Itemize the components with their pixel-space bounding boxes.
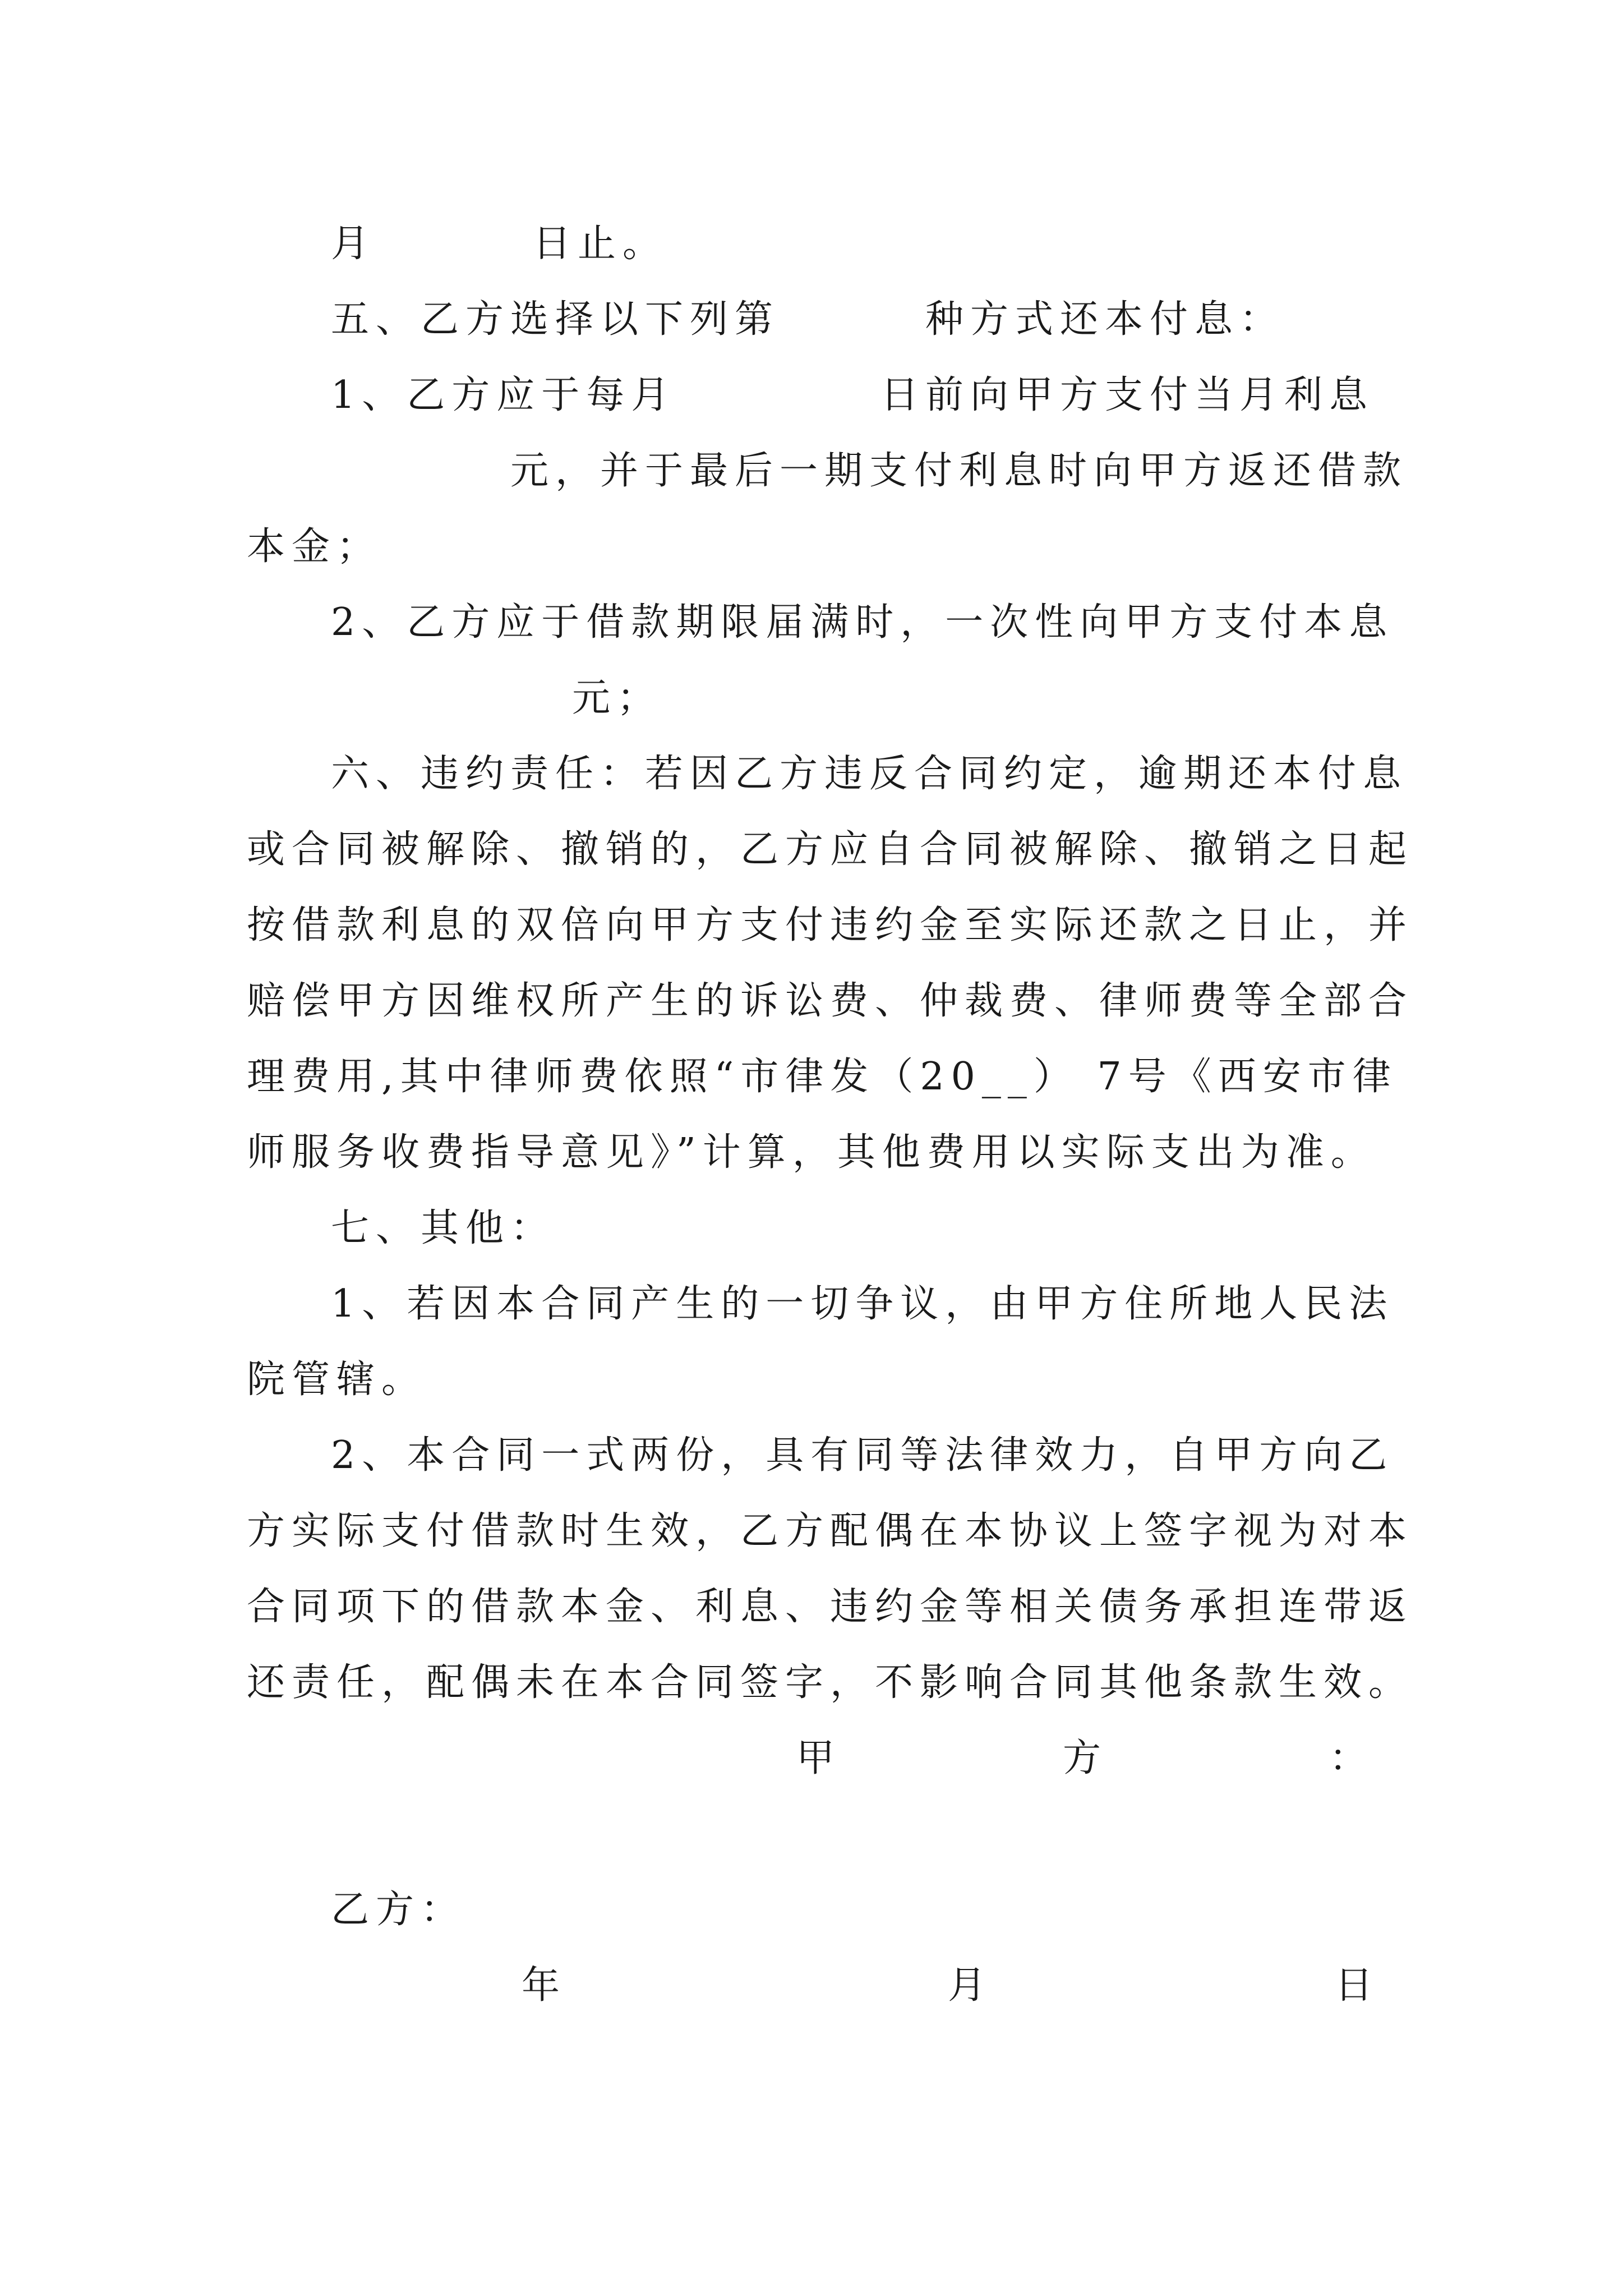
text-line: 按借款利息的双倍向甲方支付违约金至实际还款之日止，并 <box>247 903 1414 947</box>
signature-date <box>0 1958 1623 2014</box>
text-line: 合同项下的借款本金、利息、违约金等相关债务承担连带返 <box>247 1585 1414 1629</box>
text-line: 元，并于最后一期支付利息时向甲方返还借款 <box>510 449 1408 493</box>
clause-7-item-2: 2、本合同一式两份，具有同等法律效力，自甲方向乙 <box>331 1433 1394 1478</box>
text-line: 理费用,其中律师费依照“市律发（20__） 7号《西安市律 <box>247 1055 1398 1099</box>
text-line: 方实际支付借款时生效，乙方配偶在本协议上签字视为对本 <box>247 1509 1414 1553</box>
date-day-label: 日 <box>1335 1963 1380 2008</box>
clause-5-item-2: 2、乙方应于借款期限届满时，一次性向甲方支付本息 <box>331 600 1394 645</box>
text-line: 或合同被解除、撤销的，乙方应自合同被解除、撤销之日起 <box>247 827 1414 872</box>
date-year-label: 年 <box>522 1963 567 2008</box>
clause-6: 六、违约责任：若因乙方违反合同约定，逾期还本付息 <box>331 752 1408 796</box>
text-line <box>331 216 1458 272</box>
text-month: 月 <box>331 222 376 266</box>
date-month-label: 月 <box>948 1963 993 2008</box>
text-line: 元； <box>572 676 662 720</box>
clause-7-heading: 七、其他： <box>331 1206 556 1250</box>
clause-5-item-1: 1、乙方应于每月 日前向甲方支付当月利息 <box>331 373 1375 417</box>
text-line: 赔偿甲方因维权所产生的诉讼费、仲裁费、律师费等全部合 <box>247 979 1414 1023</box>
signature-party-b: 乙方： <box>331 1888 466 1932</box>
text-line: 还责任，配偶未在本合同签字，不影响合同其他条款生效。 <box>247 1660 1414 1705</box>
signature-party-a: 甲 方 ： <box>796 1736 1375 1780</box>
text-day-end: 日止。 <box>533 222 668 266</box>
text-line: 师服务收费指导意见》”计算，其他费用以实际支出为准。 <box>247 1130 1376 1175</box>
text-line: 院管辖。 <box>247 1358 427 1402</box>
clause-7-item-1: 1、若因本合同产生的一切争议，由甲方住所地人民法 <box>331 1282 1394 1326</box>
text-line: 本金； <box>247 524 382 569</box>
clause-5-heading: 五、乙方选择以下列第 种方式还本付息： <box>331 297 1285 342</box>
